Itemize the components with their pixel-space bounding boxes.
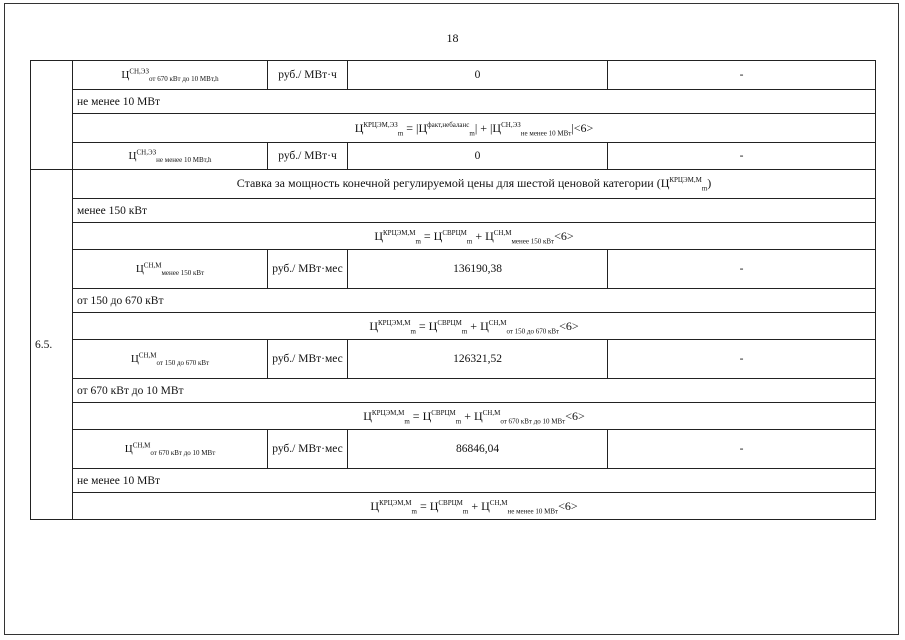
formula: $Ц^{КРЦЭМ,М}_m = Ц^{СВРЦМ}_m + Ц^{СН,М}_{от 670 кВт до 10 МВт}<6>$ — [363, 408, 585, 425]
table-row — [31, 223, 876, 250]
table-row — [31, 430, 876, 469]
rate-symbol-cell — [73, 143, 268, 170]
unit-cell: руб./ МВт·мес — [268, 430, 348, 469]
dash-cell: - — [608, 430, 876, 469]
rate-symbol-cell — [73, 430, 268, 469]
formula: $Ц^{КРЦЭМ,М}_m = Ц^{СВРЦМ}_m + Ц^{СН,М}_{не менее 10 МВт}<6>$ — [370, 498, 578, 515]
rate-symbol: $Ц^{СН,М}_{от 150 до 670 кВт}$ — [130, 351, 210, 368]
formula-cell — [73, 114, 876, 143]
formula: $Ц^{КРЦЭМ,М}_m = Ц^{СВРЦМ}_m + Ц^{СН,М}_{менее 150 кВт}<6>$ — [374, 228, 574, 245]
table-row — [31, 469, 876, 493]
section-number-cell — [31, 61, 73, 170]
unit-cell: руб./ МВт·мес — [268, 250, 348, 289]
table-row — [31, 493, 876, 520]
subsection-label: от 150 до 670 кВт — [73, 289, 876, 313]
rate-symbol-cell — [73, 61, 268, 90]
table-row — [31, 90, 876, 114]
unit-cell: руб./ МВт·мес — [268, 340, 348, 379]
table-row — [31, 170, 876, 199]
table-row — [31, 250, 876, 289]
formula-cell — [73, 223, 876, 250]
table-row — [31, 340, 876, 379]
value-cell: 0 — [348, 61, 608, 90]
dash-cell: - — [608, 250, 876, 289]
section-title: Ставка за мощность конечной регулируемой цены для шестой ценовой категории $(Ц^{КРЦЭМ,М}_m)$ — [73, 170, 876, 199]
table-row — [31, 199, 876, 223]
formula-cell — [73, 493, 876, 520]
rate-symbol: $Ц^{СН,М}_{от 670 кВт до 10 МВт}$ — [124, 441, 216, 458]
value-cell: 0 — [348, 143, 608, 170]
table-row — [31, 114, 876, 143]
rate-symbol-cell — [73, 250, 268, 289]
subsection-label: от 670 кВт до 10 МВт — [73, 379, 876, 403]
value-cell: 126321,52 — [348, 340, 608, 379]
rate-symbol-cell — [73, 340, 268, 379]
section-number: 6.5. — [31, 170, 73, 520]
formula: $Ц^{КРЦЭМ,М}_m = Ц^{СВРЦМ}_m + Ц^{СН,М}_{от 150 до 670 кВт}<6>$ — [369, 318, 579, 335]
table-row — [31, 61, 876, 90]
subsection-label: не менее 10 МВт — [73, 469, 876, 493]
formula: $Ц^{КРЦЭМ,ЭЗ}_m = |Ц^{факт,небаланс}_m| + |Ц^{СН,ЭЗ}_{не менее 10 МВт}|<6>$ — [354, 120, 594, 137]
value-cell: 136190,38 — [348, 250, 608, 289]
unit-cell: руб./ МВт·ч — [268, 143, 348, 170]
dash-cell: - — [608, 340, 876, 379]
formula-cell — [73, 313, 876, 340]
subsection-label: менее 150 кВт — [73, 199, 876, 223]
table-row — [31, 379, 876, 403]
dash-cell: - — [608, 143, 876, 170]
subsection-label: не менее 10 МВт — [73, 90, 876, 114]
value-cell: 86846,04 — [348, 430, 608, 469]
table-row — [31, 403, 876, 430]
rate-symbol: $Ц^{СН,М}_{менее 150 кВт}$ — [135, 261, 205, 278]
formula-cell — [73, 403, 876, 430]
unit-cell: руб./ МВт·ч — [268, 61, 348, 90]
table-row — [31, 289, 876, 313]
tariff-table — [30, 60, 876, 520]
dash-cell: - — [608, 61, 876, 90]
table-row — [31, 143, 876, 170]
table-row — [31, 313, 876, 340]
rate-symbol: $Ц^{СН,ЭЗ}_{от 670 кВт до 10 МВт,h}$ — [121, 67, 219, 84]
rate-symbol: $Ц^{СН,ЭЗ}_{не менее 10 МВт,h}$ — [128, 148, 212, 165]
page-number: 18 — [446, 31, 459, 45]
